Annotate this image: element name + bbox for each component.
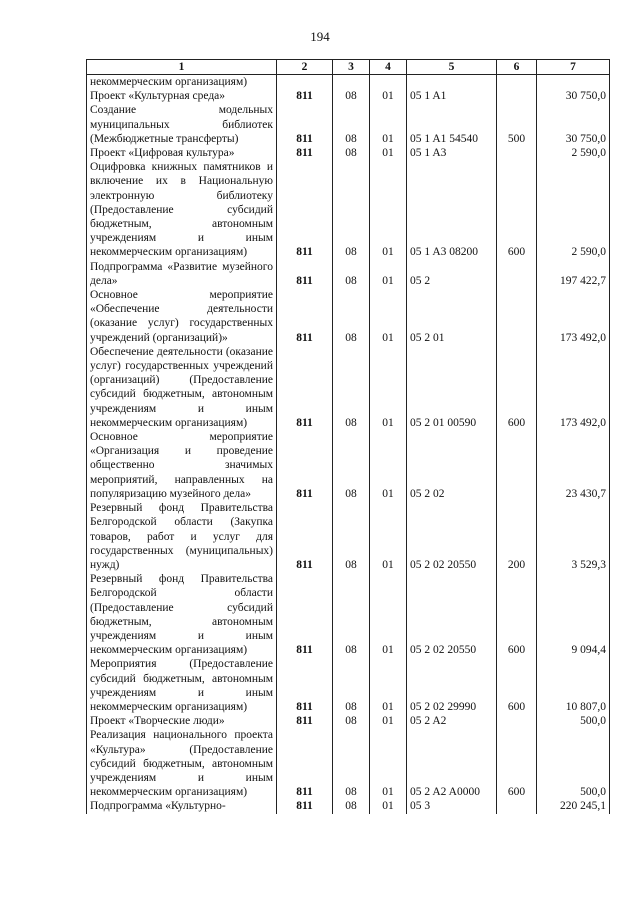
admin-code-cell: 811	[277, 501, 333, 572]
amount-cell: 30 750,0	[537, 103, 610, 146]
subsection-cell: 01	[370, 103, 407, 146]
amount-cell: 2 590,0	[537, 160, 610, 259]
row-name-cell: Проект «Цифровая культура»	[87, 146, 277, 160]
expense-type-cell	[497, 75, 537, 90]
target-article-cell: 05 2 02 20550	[407, 572, 497, 657]
admin-code-cell: 811	[277, 288, 333, 345]
amount-cell: 30 750,0	[537, 89, 610, 103]
table-row	[87, 345, 610, 430]
section-cell: 08	[333, 501, 370, 572]
table-row	[87, 288, 610, 345]
target-article-cell	[407, 75, 497, 90]
header-col-2: 2	[277, 60, 333, 75]
admin-code-cell: 811	[277, 657, 333, 714]
subsection-cell: 01	[370, 728, 407, 799]
row-name-cell: Резервный фонд Правительства Белгородской области (Предоставление субсидий бюджетным, автономным учреждениям и иным некоммерческим организациям)	[87, 572, 277, 657]
admin-code-cell: 811	[277, 160, 333, 259]
row-name-cell: Основное мероприятие «Обеспечение деятельности (оказание услуг) государственных учреждений (организаций)»	[87, 288, 277, 345]
expense-type-cell: 600	[497, 657, 537, 714]
subsection-cell: 01	[370, 160, 407, 259]
table-row	[87, 799, 610, 813]
header-col-7: 7	[537, 60, 610, 75]
table-row	[87, 572, 610, 657]
table-row	[87, 728, 610, 799]
admin-code-cell: 811	[277, 430, 333, 501]
section-cell: 08	[333, 345, 370, 430]
section-cell: 08	[333, 160, 370, 259]
expense-type-cell: 500	[497, 103, 537, 146]
table-row	[87, 501, 610, 572]
row-name-cell: Оцифровка книжных памятников и включение их в Национальную электронную библиотеку (Предоставление субсидий бюджетным, автономным учреждениям и иным некоммерческим организациям)	[87, 160, 277, 259]
target-article-cell: 05 1 A1	[407, 89, 497, 103]
table-header	[87, 60, 610, 75]
row-name-cell: некоммерческим организациям)	[87, 75, 277, 90]
budget-table	[86, 59, 610, 814]
table-row	[87, 75, 610, 90]
subsection-cell: 01	[370, 345, 407, 430]
row-name-cell: Мероприятия (Предоставление субсидий бюджетным, автономным учреждениям и иным некоммерческим организациям)	[87, 657, 277, 714]
subsection-cell: 01	[370, 288, 407, 345]
target-article-cell: 05 2 02 29990	[407, 657, 497, 714]
expense-type-cell	[497, 146, 537, 160]
amount-cell: 220 245,1	[537, 799, 610, 813]
row-name-cell: Проект «Творческие люди»	[87, 714, 277, 728]
subsection-cell: 01	[370, 799, 407, 813]
subsection-cell: 01	[370, 714, 407, 728]
row-name-cell: Подпрограмма «Развитие музейного дела»	[87, 260, 277, 288]
subsection-cell: 01	[370, 89, 407, 103]
target-article-cell: 05 1 A3	[407, 146, 497, 160]
row-name-cell: Подпрограмма «Культурно-	[87, 799, 277, 813]
target-article-cell: 05 1 A1 54540	[407, 103, 497, 146]
target-article-cell: 05 2 02	[407, 430, 497, 501]
subsection-cell: 01	[370, 430, 407, 501]
expense-type-cell: 600	[497, 572, 537, 657]
amount-cell: 173 492,0	[537, 345, 610, 430]
amount-cell: 9 094,4	[537, 572, 610, 657]
section-cell	[333, 75, 370, 90]
section-cell: 08	[333, 103, 370, 146]
table-row	[87, 103, 610, 146]
section-cell: 08	[333, 260, 370, 288]
amount-cell: 500,0	[537, 714, 610, 728]
admin-code-cell: 811	[277, 103, 333, 146]
table-row	[87, 260, 610, 288]
amount-cell: 500,0	[537, 728, 610, 799]
admin-code-cell: 811	[277, 572, 333, 657]
section-cell: 08	[333, 89, 370, 103]
section-cell: 08	[333, 572, 370, 657]
row-name-cell: Создание модельных муниципальных библиотек (Межбюджетные трансферты)	[87, 103, 277, 146]
target-article-cell: 05 1 A3 08200	[407, 160, 497, 259]
target-article-cell: 05 2 02 20550	[407, 501, 497, 572]
expense-type-cell	[497, 288, 537, 345]
subsection-cell: 01	[370, 657, 407, 714]
expense-type-cell	[497, 430, 537, 501]
table-row	[87, 714, 610, 728]
section-cell: 08	[333, 728, 370, 799]
admin-code-cell: 811	[277, 714, 333, 728]
row-name-cell: Проект «Культурная среда»	[87, 89, 277, 103]
admin-code-cell: 811	[277, 89, 333, 103]
expense-type-cell: 600	[497, 345, 537, 430]
row-name-cell: Обеспечение деятельности (оказание услуг) государственных учреждений (организаций) (Предоставление субсидий бюджетным, автономным учреждениям и иным некоммерческим организациям)	[87, 345, 277, 430]
admin-code-cell: 811	[277, 345, 333, 430]
target-article-cell: 05 2 A2 A0000	[407, 728, 497, 799]
amount-cell: 173 492,0	[537, 288, 610, 345]
row-name-cell: Реализация национального проекта «Культура» (Предоставление субсидий бюджетным, автономным учреждениям и иным некоммерческим организациям)	[87, 728, 277, 799]
expense-type-cell: 200	[497, 501, 537, 572]
page-number: 194	[310, 29, 330, 44]
subsection-cell: 01	[370, 572, 407, 657]
target-article-cell: 05 2 A2	[407, 714, 497, 728]
table-row	[87, 160, 610, 259]
section-cell: 08	[333, 799, 370, 813]
table-row	[87, 146, 610, 160]
amount-cell: 3 529,3	[537, 501, 610, 572]
row-name-cell: Основное мероприятие «Организация и проведение общественно значимых мероприятий, направленных на популяризацию музейного дела»	[87, 430, 277, 501]
subsection-cell: 01	[370, 260, 407, 288]
header-col-3: 3	[333, 60, 370, 75]
amount-cell: 197 422,7	[537, 260, 610, 288]
section-cell: 08	[333, 288, 370, 345]
table-row	[87, 657, 610, 714]
header-col-5: 5	[407, 60, 497, 75]
admin-code-cell: 811	[277, 146, 333, 160]
expense-type-cell: 600	[497, 160, 537, 259]
subsection-cell: 01	[370, 146, 407, 160]
amount-cell	[537, 75, 610, 90]
amount-cell: 10 807,0	[537, 657, 610, 714]
expense-type-cell	[497, 799, 537, 813]
expense-type-cell	[497, 714, 537, 728]
subsection-cell: 01	[370, 501, 407, 572]
header-col-6: 6	[497, 60, 537, 75]
table-row	[87, 89, 610, 103]
section-cell: 08	[333, 430, 370, 501]
table-body	[87, 75, 610, 814]
header-col-4: 4	[370, 60, 407, 75]
admin-code-cell: 811	[277, 799, 333, 813]
expense-type-cell	[497, 89, 537, 103]
expense-type-cell	[497, 260, 537, 288]
target-article-cell: 05 2	[407, 260, 497, 288]
amount-cell: 2 590,0	[537, 146, 610, 160]
section-cell: 08	[333, 714, 370, 728]
target-article-cell: 05 2 01 00590	[407, 345, 497, 430]
target-article-cell: 05 3	[407, 799, 497, 813]
table-row	[87, 430, 610, 501]
admin-code-cell: 811	[277, 260, 333, 288]
row-name-cell: Резервный фонд Правительства Белгородской области (Закупка товаров, работ и услуг для государственных (муниципальных) нужд)	[87, 501, 277, 572]
expense-type-cell: 600	[497, 728, 537, 799]
header-col-1: 1	[87, 60, 277, 75]
admin-code-cell	[277, 75, 333, 90]
subsection-cell	[370, 75, 407, 90]
section-cell: 08	[333, 657, 370, 714]
section-cell: 08	[333, 146, 370, 160]
admin-code-cell: 811	[277, 728, 333, 799]
target-article-cell: 05 2 01	[407, 288, 497, 345]
amount-cell: 23 430,7	[537, 430, 610, 501]
